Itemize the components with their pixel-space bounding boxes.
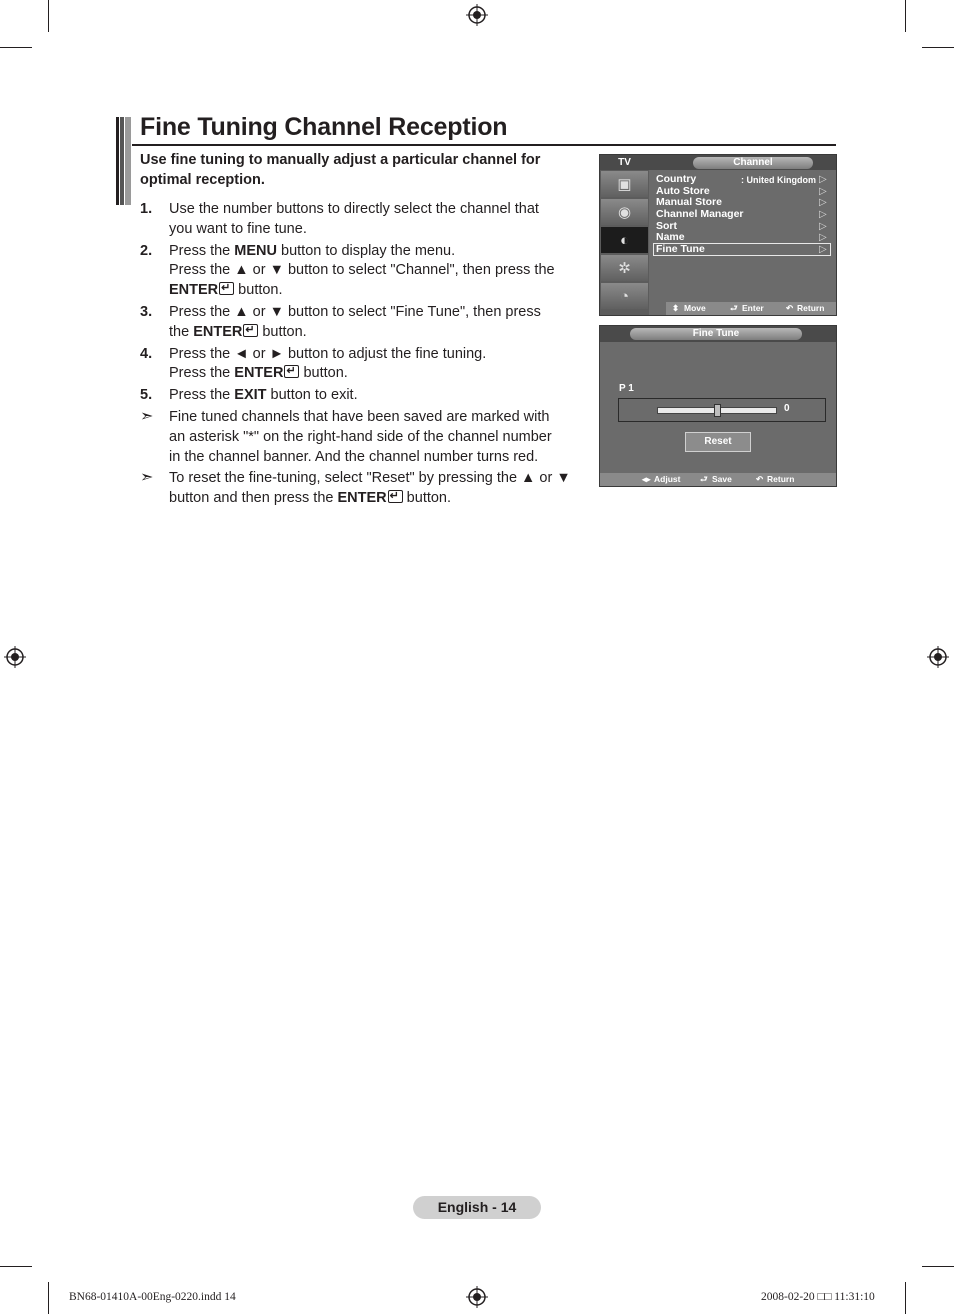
crop-mark	[0, 1266, 32, 1267]
registration-mark-icon	[4, 646, 26, 668]
step-text: you want to fine tune.	[169, 220, 307, 237]
registration-mark-icon	[466, 1286, 488, 1308]
crop-mark	[905, 1282, 906, 1314]
note-text: an asterisk "*" on the right-hand side of the channel number	[169, 428, 552, 445]
title-accent-bar	[116, 117, 132, 205]
chevron-right-icon: ▷	[819, 232, 827, 243]
note-2	[140, 469, 580, 509]
crop-mark	[0, 47, 32, 48]
note-text: in the channel banner. And the channel number turns red.	[169, 448, 539, 465]
footer-adjust: Adjust	[654, 474, 681, 484]
crop-mark	[905, 0, 906, 32]
note-arrow-icon: ➣	[140, 407, 154, 425]
steps-list	[140, 200, 580, 511]
osd-tab-tv: TV	[618, 157, 631, 168]
fine-tune-slider-box	[618, 398, 826, 422]
note-text: Fine tuned channels that have been saved are marked with	[169, 408, 550, 425]
note-1	[140, 408, 580, 467]
step-2	[140, 242, 580, 301]
sound-icon[interactable]: ◉	[601, 199, 648, 225]
crop-mark	[922, 47, 954, 48]
crop-mark	[48, 1282, 49, 1314]
crop-mark	[922, 1266, 954, 1267]
step-4	[140, 345, 580, 385]
input-icon[interactable]: ◔	[601, 283, 648, 309]
channel-number: P 1	[619, 383, 634, 394]
note-text: To reset the fine-tuning, select "Reset" by pressing the ▲ or ▼	[169, 470, 571, 487]
menu-item-sort[interactable]: Sort	[656, 220, 677, 232]
enter-icon: ⮐	[730, 303, 738, 313]
menu-item-fine-tune[interactable]: Fine Tune	[656, 243, 705, 255]
menu-item-auto-store[interactable]: Auto Store	[656, 185, 710, 197]
step-text: the ENTER↵ button.	[169, 323, 580, 343]
chevron-right-icon: ▷	[819, 244, 827, 255]
title-rule	[132, 144, 836, 146]
osd-footer	[666, 302, 836, 315]
step-3	[140, 303, 580, 343]
fine-tune-value: 0	[784, 403, 790, 414]
setup-icon[interactable]: ✲	[601, 255, 648, 281]
crop-mark	[48, 0, 49, 32]
step-text: Press the ▲ or ▼ button to select "Fine Tune", then press	[169, 303, 541, 320]
footer-save: Save	[712, 474, 732, 484]
chevron-right-icon: ▷	[819, 197, 827, 208]
step-number: 1.	[140, 201, 153, 217]
channel-icon[interactable]: ◐	[601, 227, 648, 253]
left-right-icon: ◂▸	[642, 474, 651, 484]
osd-header: Fine Tune	[630, 328, 802, 340]
footer-file-info: BN68-01410A-00Eng-0220.indd 14	[69, 1291, 236, 1303]
menu-item-channel-manager[interactable]: Channel Manager	[656, 208, 744, 220]
step-text: Press the MENU button to display the menu.	[169, 242, 456, 259]
osd-header: Channel	[693, 157, 813, 169]
menu-item-country[interactable]: Country	[656, 173, 697, 185]
enter-icon	[243, 324, 258, 337]
step-text: ENTER↵ button.	[169, 281, 580, 301]
page-title: Fine Tuning Channel Reception	[140, 113, 508, 141]
return-icon: ↶	[756, 474, 764, 484]
step-text: Press the EXIT button to exit.	[169, 387, 358, 404]
footer-move: Move	[684, 303, 706, 313]
page-number: English - 14	[413, 1196, 541, 1219]
registration-mark-icon	[927, 646, 949, 668]
note-text: button and then press the ENTER↵ button.	[169, 489, 580, 509]
move-icon: ⬍	[672, 303, 680, 313]
country-value: : United Kingdom	[741, 175, 816, 185]
step-number: 2.	[140, 242, 153, 259]
enter-icon	[388, 490, 403, 503]
footer-return: Return	[797, 303, 825, 313]
step-5	[140, 386, 580, 406]
osd-footer	[600, 473, 836, 486]
step-text: Press the ▲ or ▼ button to select "Channel", then press the	[169, 262, 555, 279]
enter-icon: ⮐	[700, 474, 708, 484]
intro-text: Use fine tuning to manually adjust a particular channel for optimal reception.	[140, 152, 541, 188]
return-icon: ↶	[786, 303, 794, 313]
step-text: Use the number buttons to directly select the channel that	[169, 201, 539, 217]
footer-enter: Enter	[742, 303, 764, 313]
menu-item-manual-store[interactable]: Manual Store	[656, 196, 722, 208]
chevron-right-icon: ▷	[819, 209, 827, 220]
step-number: 5.	[140, 387, 153, 404]
chevron-right-icon: ▷	[819, 186, 827, 197]
osd-channel-menu	[599, 154, 837, 316]
note-arrow-icon: ➣	[140, 469, 154, 487]
osd-sidebar	[600, 170, 649, 315]
menu-item-name[interactable]: Name	[656, 231, 685, 243]
chevron-right-icon: ▷	[819, 221, 827, 232]
registration-mark-icon	[466, 4, 488, 26]
reset-button[interactable]: Reset	[685, 432, 751, 452]
step-number: 4.	[140, 345, 153, 362]
step-1	[140, 200, 580, 240]
footer-return: Return	[767, 474, 795, 484]
step-text: Press the ◄ or ► button to adjust the fine tuning.	[169, 345, 487, 362]
slider-thumb[interactable]	[714, 404, 721, 417]
picture-icon[interactable]: ▣	[601, 171, 648, 197]
enter-icon	[284, 365, 299, 378]
chevron-right-icon: ▷	[819, 174, 827, 185]
footer-timestamp: 2008-02-20 □□ 11:31:10	[761, 1291, 875, 1303]
step-number: 3.	[140, 303, 153, 320]
enter-icon	[219, 282, 234, 295]
osd-fine-tune	[599, 325, 837, 487]
step-text: Press the ENTER↵ button.	[169, 364, 580, 384]
